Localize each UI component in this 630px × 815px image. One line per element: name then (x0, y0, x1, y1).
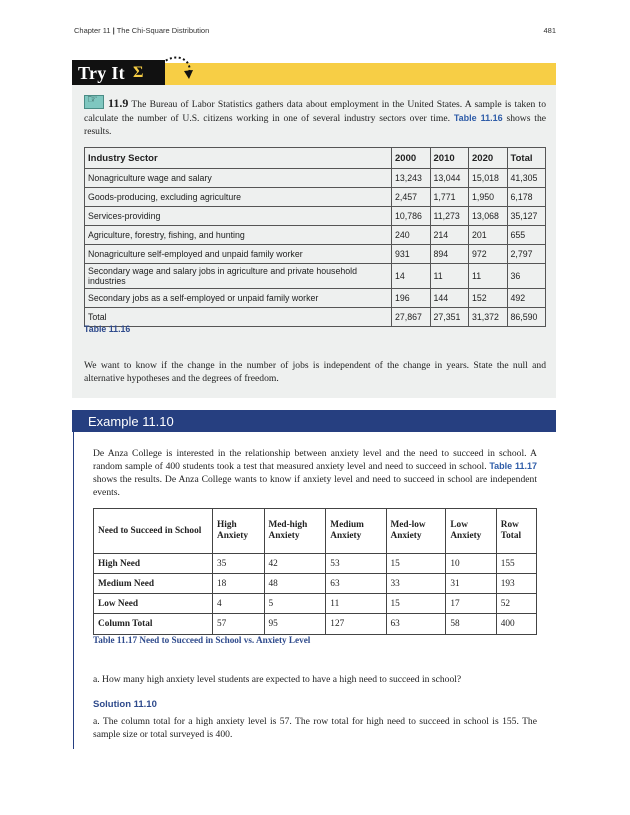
table-cell: 2,797 (507, 245, 546, 264)
solution-title: Solution 11.10 (93, 699, 157, 710)
table-cell: 4 (213, 594, 265, 614)
dotted-arrow-icon (158, 53, 198, 83)
anxiety-table (93, 508, 537, 635)
table-cell: 10,786 (392, 207, 431, 226)
table-cell: 35,127 (507, 207, 546, 226)
example-banner (72, 410, 556, 432)
table-cell: 42 (264, 554, 326, 574)
header-cell: High Anxiety (213, 509, 265, 554)
table-cell: 5 (264, 594, 326, 614)
problem-text-end: shows the results. (84, 112, 547, 137)
try-it-question: We want to know if the change in the number of jobs is independent of the change in years. State the null and alternative hypotheses and the degrees of freedom. (84, 360, 546, 384)
table-row (94, 614, 537, 635)
row-label-cell: Nonagriculture wage and salary (85, 169, 392, 188)
table-cell: 36 (507, 264, 546, 289)
table-row (85, 289, 546, 308)
separator: | (112, 26, 115, 35)
row-label-cell: Medium Need (94, 574, 213, 594)
table-cell: 86,590 (507, 308, 546, 327)
header-cell: Low Anxiety (446, 509, 496, 554)
table-cell: 214 (430, 226, 469, 245)
table-cell: 127 (326, 614, 386, 635)
table-cell: 11,273 (430, 207, 469, 226)
table-cell: 63 (326, 574, 386, 594)
table-cell: 2,457 (392, 188, 431, 207)
header-cell: 2000 (392, 148, 431, 169)
try-it-problem (84, 95, 546, 139)
table-cell: 48 (264, 574, 326, 594)
example-title: Example 11.10 (88, 413, 174, 429)
example-text: De Anza College is interested in the relationship between anxiety level and the need to succeed in school. A random sample of 400 students took a test that measured anxiety level and need to succeed in school. (93, 448, 537, 472)
table-cell: 13,044 (430, 169, 469, 188)
table-caption: Table 11.17 Need to Succeed in School vs. Anxiety Level (93, 635, 311, 645)
table-header-row (85, 148, 546, 169)
table-cell: 63 (386, 614, 446, 635)
row-label-cell: Agriculture, forestry, fishing, and hunting (85, 226, 392, 245)
table-cell: 492 (507, 289, 546, 308)
example-text-end: shows the results. De Anza College wants to know if anxiety level and need to succeed in school are independent events. (93, 474, 537, 498)
table-row (85, 245, 546, 264)
chapter-label (74, 26, 209, 35)
table-row (85, 308, 546, 327)
header-cell: 2010 (430, 148, 469, 169)
header-cell: Total (507, 148, 546, 169)
header-cell: Row Total (496, 509, 536, 554)
table-cell: 11 (430, 264, 469, 289)
table-caption: Table 11.16 (84, 324, 131, 334)
table-cell: 894 (430, 245, 469, 264)
table-cell: 152 (469, 289, 508, 308)
row-label-cell: Goods-producing, excluding agriculture (85, 188, 392, 207)
table-header-row (94, 509, 537, 554)
table-cell: 15,018 (469, 169, 508, 188)
table-cell: 41,305 (507, 169, 546, 188)
header-cell: 2020 (469, 148, 508, 169)
row-label-cell: Low Need (94, 594, 213, 614)
table-cell: 57 (213, 614, 265, 635)
header-cell: Med-high Anxiety (264, 509, 326, 554)
table-cell: 31,372 (469, 308, 508, 327)
example-question: a. How many high anxiety level students are expected to have a high need to succeed in school? (93, 674, 462, 685)
row-label-cell: Nonagriculture self-employed and unpaid family worker (85, 245, 392, 264)
chapter-title: The Chi-Square Distribution (116, 26, 210, 35)
table-cell: 27,867 (392, 308, 431, 327)
table-link[interactable]: Table 11.16 (453, 112, 503, 123)
chapter-number: Chapter 11 (74, 26, 111, 35)
table-cell: 931 (392, 245, 431, 264)
table-cell: 240 (392, 226, 431, 245)
table-cell: 14 (392, 264, 431, 289)
table-row (85, 207, 546, 226)
table-cell: 13,068 (469, 207, 508, 226)
row-label-cell: Total (85, 308, 392, 327)
table-row (94, 594, 537, 614)
table-cell: 18 (213, 574, 265, 594)
header-cell: Med-low Anxiety (386, 509, 446, 554)
table-cell: 95 (264, 614, 326, 635)
header-cell: Need to Succeed in School (94, 509, 213, 554)
table-row (94, 574, 537, 594)
table-cell: 10 (446, 554, 496, 574)
table-cell: 53 (326, 554, 386, 574)
table-cell: 6,178 (507, 188, 546, 207)
header-cell: Industry Sector (85, 148, 392, 169)
table-cell: 35 (213, 554, 265, 574)
table-cell: 972 (469, 245, 508, 264)
table-cell: 17 (446, 594, 496, 614)
table-cell: 58 (446, 614, 496, 635)
table-cell: 31 (446, 574, 496, 594)
try-it-label (72, 60, 165, 86)
page-number: 481 (543, 26, 556, 35)
solution-text: a. The column total for a high anxiety level is 57. The row total for high need to succeed in school is 155. The sample size or total surveyed is 400. (93, 716, 537, 740)
row-label-cell: Column Total (94, 614, 213, 635)
example-paragraph (93, 447, 537, 499)
table-cell: 33 (386, 574, 446, 594)
problem-number: 11.9 (108, 96, 129, 110)
try-it-text: Try It (78, 62, 125, 83)
table-cell: 11 (326, 594, 386, 614)
table-cell: 13,243 (392, 169, 431, 188)
example-rule (73, 432, 74, 749)
table-cell: 15 (386, 594, 446, 614)
table-row (85, 169, 546, 188)
table-cell: 201 (469, 226, 508, 245)
row-label-cell: Secondary jobs as a self-employed or unpaid family worker (85, 289, 392, 308)
table-cell: 196 (392, 289, 431, 308)
table-row (85, 264, 546, 289)
table-row (94, 554, 537, 574)
table-cell: 155 (496, 554, 536, 574)
table-cell: 11 (469, 264, 508, 289)
table-cell: 144 (430, 289, 469, 308)
problem-text: The Bureau of Labor Statistics gathers data about employment in the United States. A sample is taken to calculate the number of U.S. citizens working in one of several industry sectors over time. (84, 99, 546, 124)
row-label-cell: Secondary wage and salary jobs in agriculture and private household industries (85, 264, 392, 289)
pointing-hand-icon (84, 95, 104, 109)
row-label-cell: High Need (94, 554, 213, 574)
industry-sector-table (84, 147, 546, 327)
table-link[interactable]: Table 11.17 (489, 461, 537, 471)
table-cell: 15 (386, 554, 446, 574)
table-row (85, 188, 546, 207)
running-head (74, 26, 556, 35)
table-cell: 400 (496, 614, 536, 635)
table-cell: 1,950 (469, 188, 508, 207)
table-cell: 52 (496, 594, 536, 614)
table-cell: 655 (507, 226, 546, 245)
table-row (85, 226, 546, 245)
row-label-cell: Services-providing (85, 207, 392, 226)
table-cell: 193 (496, 574, 536, 594)
table-cell: 1,771 (430, 188, 469, 207)
header-cell: Medium Anxiety (326, 509, 386, 554)
table-cell: 27,351 (430, 308, 469, 327)
sigma-icon: Σ (132, 64, 144, 81)
